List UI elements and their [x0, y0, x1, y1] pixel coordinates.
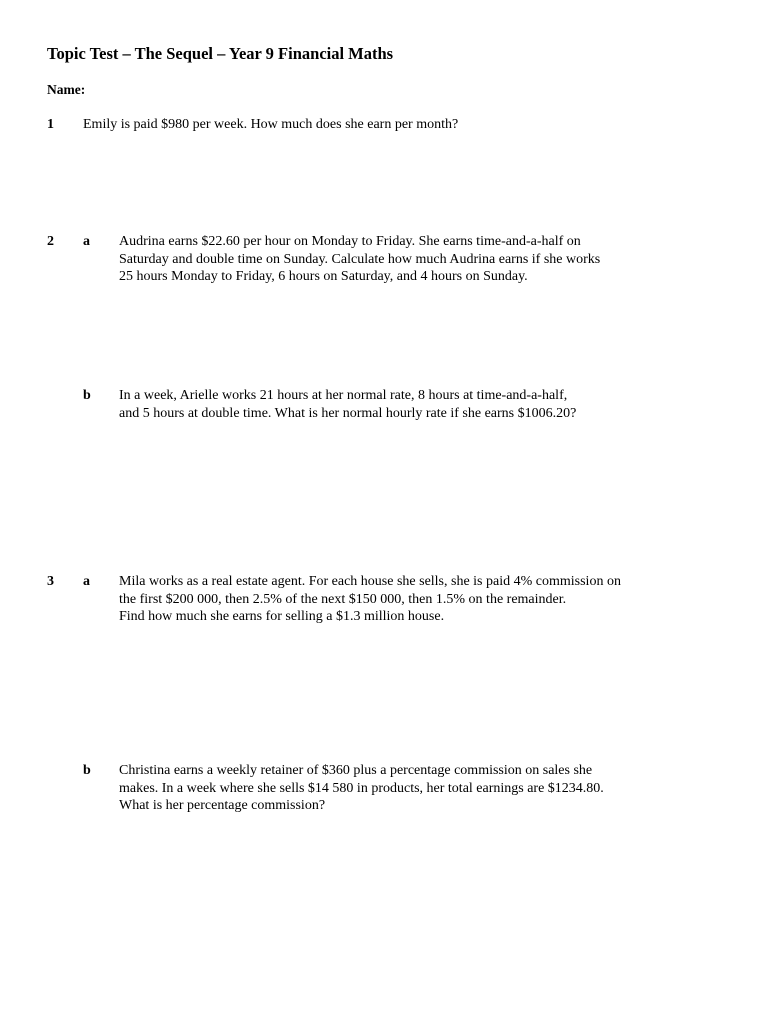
question-2a-letter: a: [83, 234, 90, 249]
question-2b-text: [119, 387, 576, 422]
question-3a-line-2: the first $200 000, then 2.5% of the next $150 000, then 1.5% on the remainder.: [119, 591, 567, 607]
question-3b-line-1: Christina earns a weekly retainer of $360 plus a percentage commission on sales she: [119, 763, 593, 778]
question-1-number: 1: [47, 117, 54, 132]
question-2b-letter: b: [83, 388, 91, 403]
question-3a-letter: a: [83, 574, 90, 589]
question-3a-text: [119, 573, 621, 626]
question-1-text: [83, 116, 458, 134]
page-title: Topic Test – The Sequel – Year 9 Financial Maths: [47, 44, 394, 63]
question-2-number: 2: [47, 234, 54, 249]
question-3b-text: [119, 762, 604, 815]
question-2b-line-1: In a week, Arielle works 21 hours at her normal rate, 8 hours at time-and-a-half,: [119, 388, 568, 403]
question-3b-letter: b: [83, 763, 91, 778]
question-3b-line-2: makes. In a week where she sells $14 580 in products, her total earnings are $1234.80.: [119, 780, 604, 796]
question-2a-line-3: 25 hours Monday to Friday, 6 hours on Saturday, and 4 hours on Sunday.: [119, 269, 528, 284]
question-2a-line-1: Audrina earns $22.60 per hour on Monday to Friday. She earns time-and-a-half on: [119, 234, 581, 249]
question-3a-line-1: Mila works as a real estate agent. For each house she sells, she is paid 4% commission on: [119, 574, 621, 589]
question-3-number: 3: [47, 574, 54, 589]
name-label: Name:: [47, 82, 86, 97]
question-3b-line-3: What is her percentage commission?: [119, 798, 326, 813]
question-2a-line-2: Saturday and double time on Sunday. Calculate how much Audrina earns if she works: [119, 251, 601, 267]
question-2a-text: [119, 233, 600, 286]
question-1-line-1: Emily is paid $980 per week. How much does she earn per month?: [83, 117, 459, 132]
question-3a-line-3: Find how much she earns for selling a $1.3 million house.: [119, 609, 445, 624]
question-2b-line-2: and 5 hours at double time. What is her normal hourly rate if she earns $1006.20?: [119, 405, 577, 421]
